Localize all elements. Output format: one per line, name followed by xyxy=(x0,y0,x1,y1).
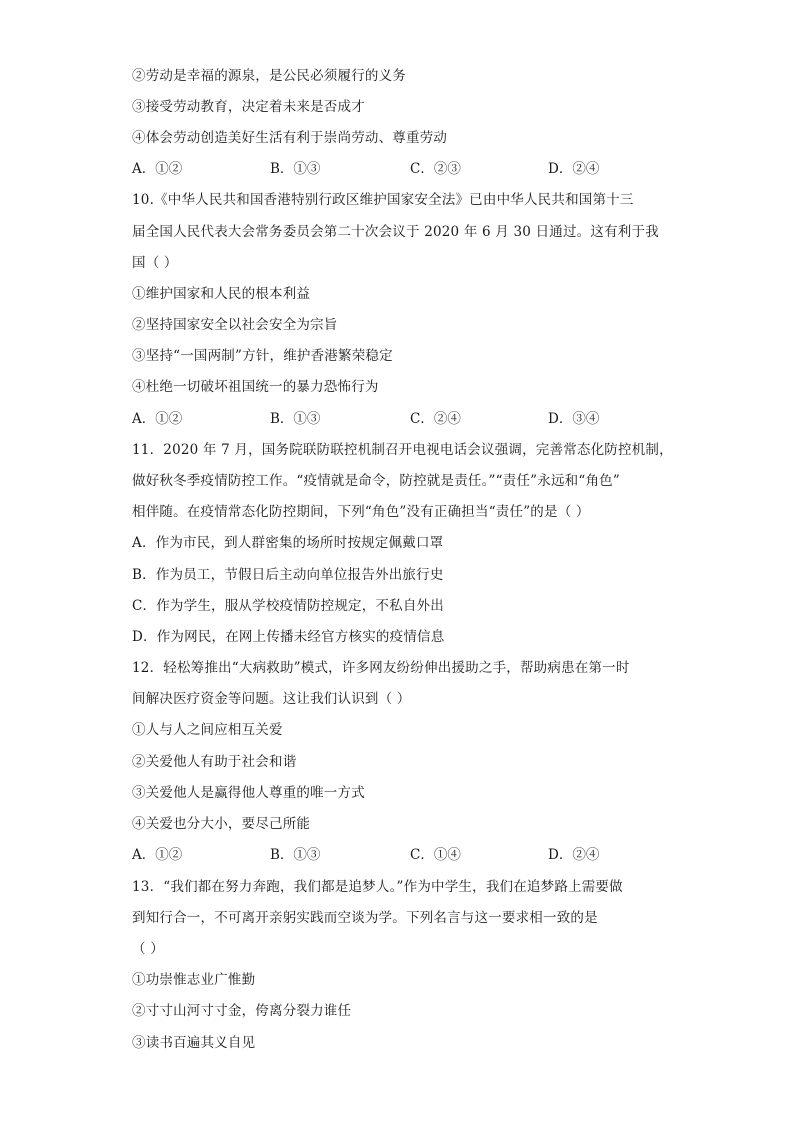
q10-item-1: ①维护国家和人民的根本利益 xyxy=(132,286,311,302)
q12-choice-c[interactable]: C．①④ xyxy=(410,847,461,863)
q12-choice-b[interactable]: B．①③ xyxy=(270,847,321,863)
q10-item-3: ③坚持“一国两制”方针，维护香港繁荣稳定 xyxy=(132,348,393,364)
q9-item-4: ④体会劳动创造美好生活有利于崇尚劳动、尊重劳动 xyxy=(132,130,448,146)
q11-option-a[interactable]: A．作为市民，到人群密集的场所时按规定佩戴口罩 xyxy=(132,535,444,551)
q11-option-d[interactable]: D．作为网民，在网上传播未经官方核实的疫情信息 xyxy=(132,629,445,645)
q9-choices xyxy=(132,159,692,179)
q11-option-b[interactable]: B．作为员工，节假日后主动向单位报告外出旅行史 xyxy=(132,567,444,583)
q10-item-2: ②坚持国家安全以社会安全为宗旨 xyxy=(132,317,338,333)
q12-item-1: ①人与人之间应相互关爱 xyxy=(132,722,283,738)
q10-choice-a[interactable]: A．①② xyxy=(132,411,183,427)
q10-stem-line-2: 届全国人民代表大会常务委员会第二十次会议于 2020 年 6 月 30 日通过。这有利于我 xyxy=(132,224,659,240)
q12-item-4: ④关爱也分大小，要尽己所能 xyxy=(132,816,311,832)
q13-stem-line-1: 13．“我们都在努力奔跑，我们都是追梦人。”作为中学生，我们在追梦路上需要做 xyxy=(132,879,623,895)
q13-item-2: ②寸寸山河寸寸金，侉离分裂力谁任 xyxy=(132,1003,352,1019)
q10-choice-b[interactable]: B．①③ xyxy=(270,411,321,427)
q10-stem-line-3: 国（ ） xyxy=(132,255,178,271)
q13-stem-line-2: 到知行合一，不可离开亲躬实践而空谈为学。下列名言与这一要求相一致的是 xyxy=(132,910,598,926)
q10-item-4: ④杜绝一切破坏祖国统一的暴力恐怖行为 xyxy=(132,379,379,395)
q11-stem-line-1: 11．2020 年 7 月，国务院联防联控机制召开电视电话会议强调，完善常态化防控机制， xyxy=(132,442,673,458)
q11-stem-line-2: 做好秋冬季疫情防控工作。“疫情就是命令，防控就是责任。”“责任”永远和“角色” xyxy=(132,473,620,489)
q12-stem-line-2: 间解决医疗资金等问题。这让我们认识到（ ） xyxy=(132,691,411,707)
q13-item-1: ①功崇惟志业广惟勤 xyxy=(132,972,256,988)
q9-choice-c[interactable]: C．②③ xyxy=(410,161,461,177)
q9-choice-b[interactable]: B．①③ xyxy=(270,161,321,177)
q12-stem-line-1: 12．轻松筹推出“大病救助”模式，许多网友纷纷伸出援助之手，帮助病患在第一时 xyxy=(132,660,630,676)
q10-stem-line-1: 10.《中华人民共和国香港特别行政区维护国家安全法》已由中华人民共和国第十三 xyxy=(132,192,634,208)
q9-choice-d[interactable]: D．②④ xyxy=(548,161,600,177)
q13-stem-line-3: （ ） xyxy=(132,941,164,957)
q12-choice-d[interactable]: D．②④ xyxy=(548,847,600,863)
q9-item-2: ②劳动是幸福的源泉，是公民必须履行的义务 xyxy=(132,68,406,84)
q12-item-2: ②关爱他人有助于社会和谐 xyxy=(132,754,297,770)
q12-choices xyxy=(132,845,692,865)
q9-choice-a[interactable]: A．①② xyxy=(132,161,183,177)
q10-choices xyxy=(132,409,692,429)
q9-item-3: ③接受劳动教育，决定着未来是否成才 xyxy=(132,99,365,115)
q10-choice-c[interactable]: C．②④ xyxy=(410,411,461,427)
q12-item-3: ③关爱他人是赢得他人尊重的唯一方式 xyxy=(132,785,365,801)
q13-item-3: ③读书百遍其义自见 xyxy=(132,1035,256,1051)
q11-stem-line-3: 相伴随。在疫情常态化防控期间，下列“角色”没有正确担当“责任”的是（ ） xyxy=(132,504,590,520)
q10-choice-d[interactable]: D．③④ xyxy=(548,411,600,427)
q12-choice-a[interactable]: A．①② xyxy=(132,847,183,863)
q11-option-c[interactable]: C．作为学生，服从学校疫情防控规定，不私自外出 xyxy=(132,598,444,614)
